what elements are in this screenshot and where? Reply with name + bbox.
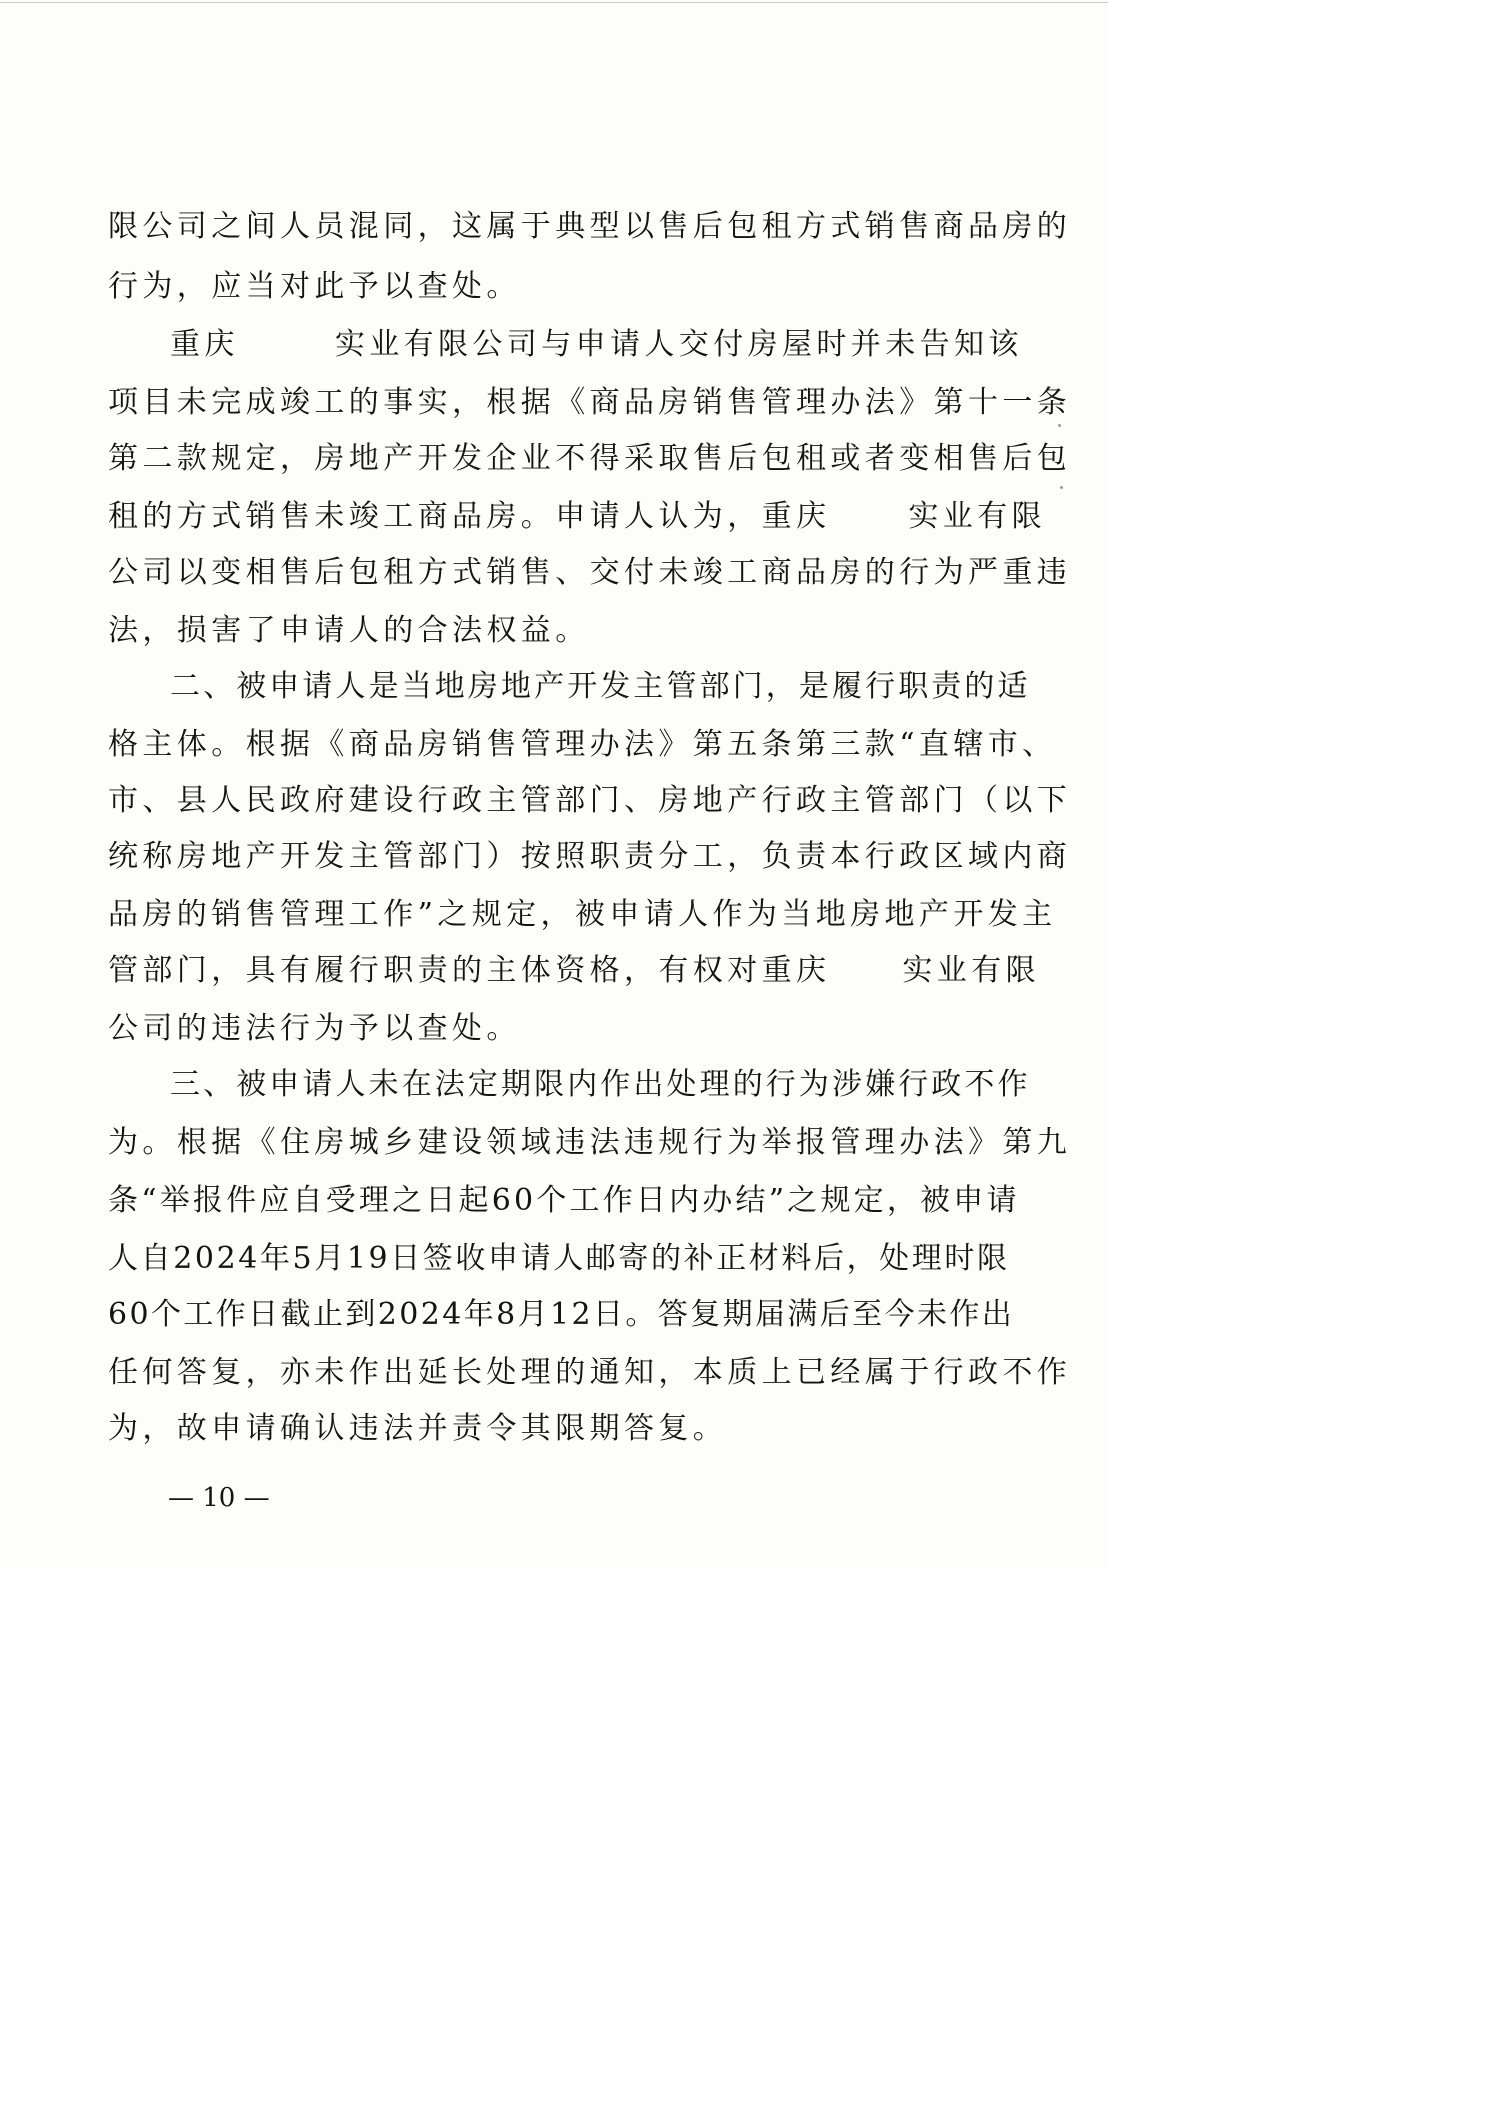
text-line: 公司以变相售后包租方式销售、交付未竣工商品房的行为严重违 bbox=[108, 555, 1072, 590]
company-prefix: 重庆 bbox=[170, 327, 239, 362]
text-line: 为。根据《住房城乡建设领域违法违规行为举报管理办法》第九 bbox=[108, 1125, 1072, 1160]
text-line: 60个工作日截止到2024年8月12日。答复期届满后至今未作出 bbox=[108, 1297, 1015, 1332]
text-line: 任何答复，亦未作出延长处理的通知，本质上已经属于行政不作 bbox=[108, 1355, 1072, 1390]
text-line: 条“举报件应自受理之日起60个工作日内办结”之规定，被申请 bbox=[108, 1183, 1020, 1218]
text-line: 法，损害了申请人的合法权益。 bbox=[108, 613, 590, 648]
text-line: 公司的违法行为予以查处。 bbox=[108, 1011, 521, 1046]
text-segment: 实业有限 bbox=[908, 499, 1047, 534]
text-line: 市、县人民政府建设行政主管部门、房地产行政主管部门（以下 bbox=[108, 783, 1072, 818]
text-line: 第二款规定，房地产开发企业不得采取售后包租或者变相售后包 bbox=[108, 441, 1072, 476]
text-line: 人自2024年5月19日签收申请人邮寄的补正材料后，处理时限 bbox=[108, 1241, 1010, 1276]
text-line bbox=[108, 322, 1023, 368]
text-segment: 实业有限公司与申请人交付房屋时并未告知该 bbox=[334, 327, 1023, 362]
page-number: — 10 — bbox=[168, 1483, 270, 1513]
text-line bbox=[108, 494, 1047, 540]
text-line: 限公司之间人员混同，这属于典型以售后包租方式销售商品房的 bbox=[108, 209, 1072, 244]
text-line: 项目未完成竣工的事实，根据《商品房销售管理办法》第十一条 bbox=[108, 385, 1072, 420]
text-line: 品房的销售管理工作”之规定，被申请人作为当地房地产开发主 bbox=[108, 897, 1057, 932]
text-line: 三、被申请人未在法定期限内作出处理的行为涉嫌行政不作 bbox=[170, 1067, 1031, 1102]
scan-edge-line bbox=[0, 2, 1108, 3]
text-segment: 租的方式销售未竣工商品房。申请人认为，重庆 bbox=[108, 499, 831, 534]
scan-speck bbox=[1058, 424, 1061, 427]
text-line: 行为，应当对此予以查处。 bbox=[108, 269, 521, 304]
text-segment: 管部门，具有履行职责的主体资格，有权对重庆 bbox=[108, 953, 831, 988]
scan-speck bbox=[1060, 486, 1063, 489]
text-line: 二、被申请人是当地房地产开发主管部门，是履行职责的适 bbox=[170, 669, 1031, 704]
text-segment: 实业有限 bbox=[902, 953, 1041, 988]
text-line: 统称房地产开发主管部门）按照职责分工，负责本行政区域内商 bbox=[108, 839, 1072, 874]
text-line: 格主体。根据《商品房销售管理办法》第五条第三款“直辖市、 bbox=[108, 727, 1057, 762]
text-line: 为，故申请确认违法并责令其限期答复。 bbox=[108, 1411, 728, 1446]
text-line bbox=[108, 948, 1041, 994]
